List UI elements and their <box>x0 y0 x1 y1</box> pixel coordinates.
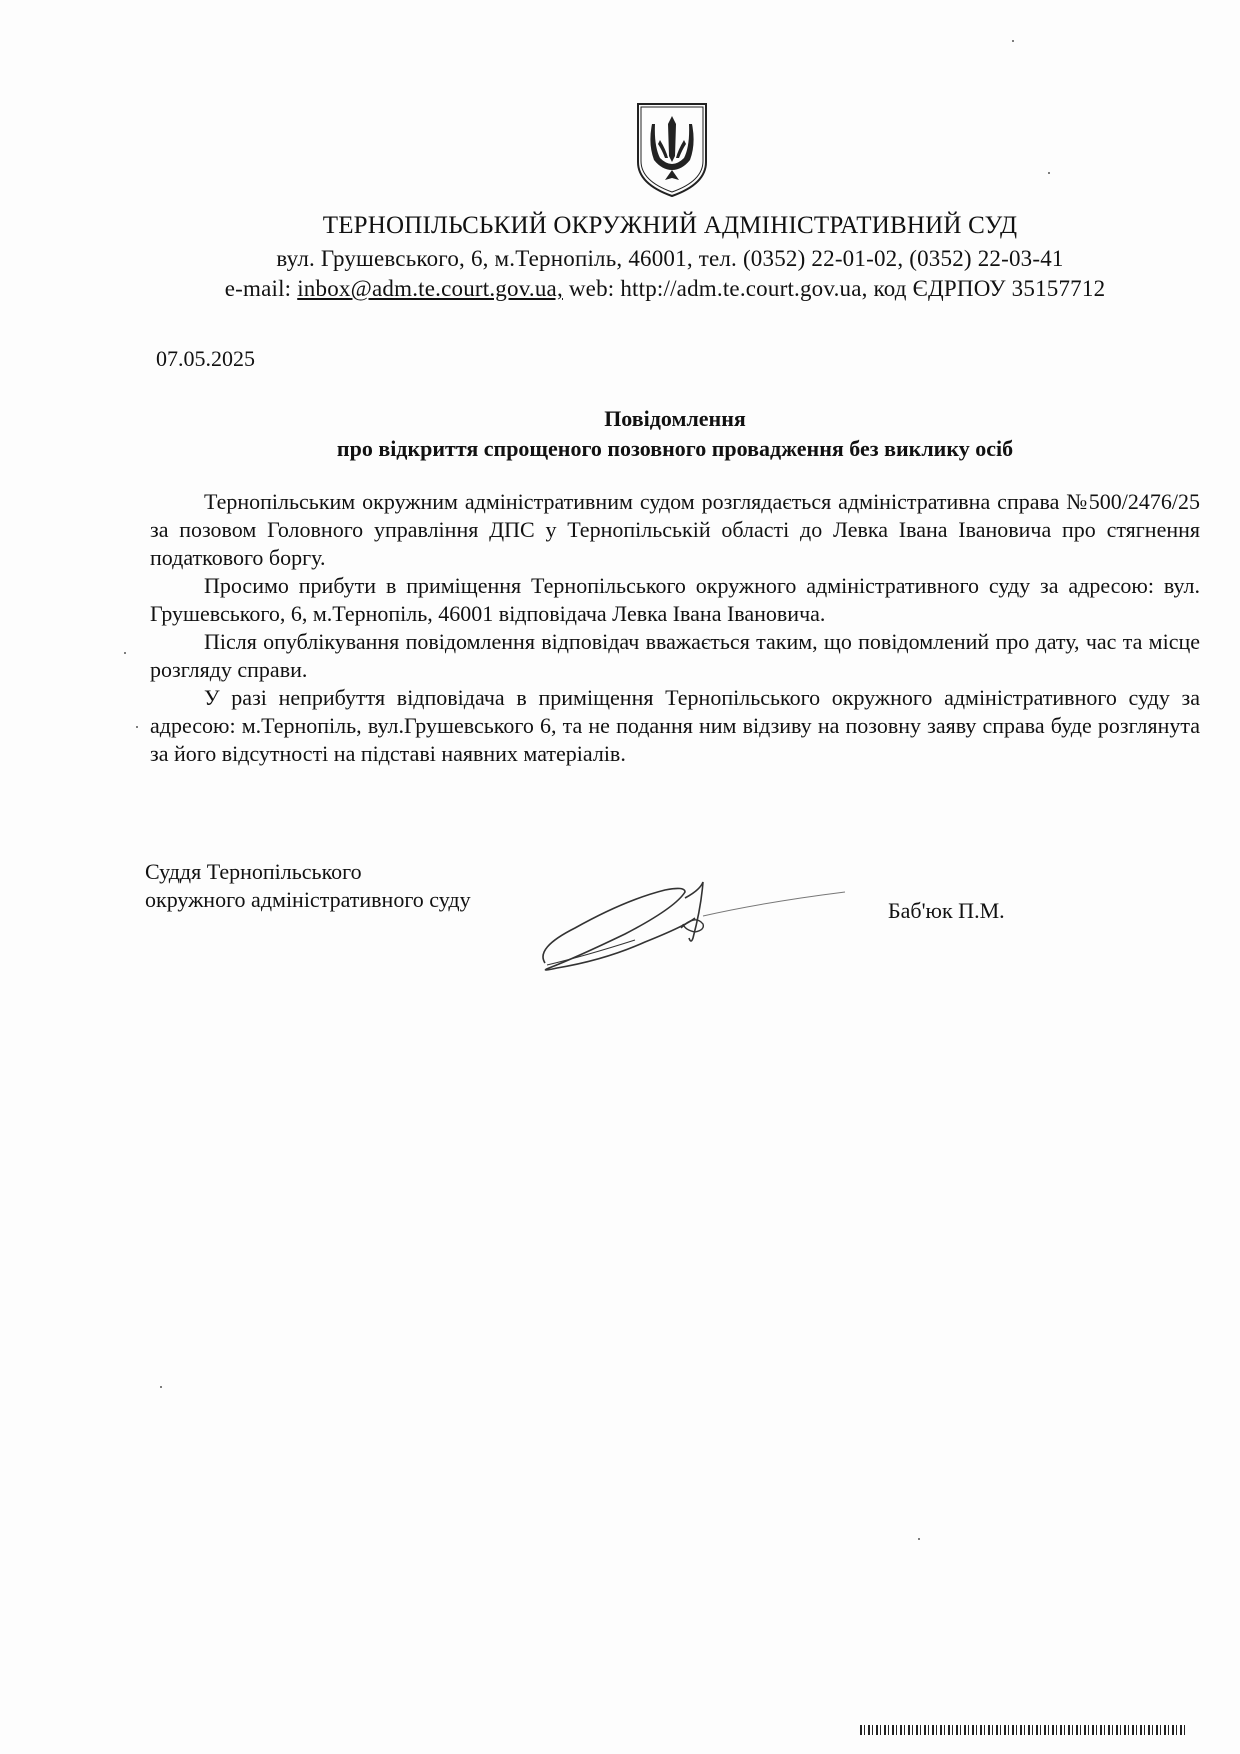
handwritten-signature <box>535 868 855 978</box>
web-and-code: web: http://adm.te.court.gov.ua, код ЄДРПОУ 35157712 <box>562 276 1106 301</box>
signer-position-line1: Суддя Тернопільського <box>145 859 362 884</box>
notice-subtitle: про відкриття спрощеного позовного провадження без виклику осіб <box>336 436 1014 461</box>
notice-title: Повідомлення <box>604 406 746 431</box>
body-paragraph: Тернопільським окружним адміністративним судом розглядається адміністративна справа №500/2476/25 за позовом Головного управління ДПС у Тернопільській області до Левка Івана Івановича про стягнення податкового боргу. <box>150 489 1200 570</box>
body-paragraph: У разі неприбуття відповідача в приміщення Тернопільського окружного адміністративного суду за адресою: м.Тернопіль, вул.Грушевського 6, та не подання ним відзиву на позовну заяву справа буде розглянута за його відсутності на підставі наявних матеріалів. <box>150 685 1200 766</box>
court-contacts <box>140 276 1190 302</box>
scan-speck <box>160 1386 162 1388</box>
scan-speck <box>124 652 126 654</box>
email-link[interactable]: inbox@adm.te.court.gov.ua, <box>297 276 563 301</box>
scan-speck <box>1012 40 1014 42</box>
body-paragraph: Після опублікування повідомлення відповідач вважається таким, що повідомлений про дату, час та місце розгляду справи. <box>150 629 1200 682</box>
signer-name: Баб'юк П.М. <box>888 898 1005 923</box>
court-name: ТЕРНОПІЛЬСЬКИЙ ОКРУЖНИЙ АДМІНІСТРАТИВНИЙ СУД <box>322 212 1018 239</box>
signer-position <box>145 858 471 914</box>
body-paragraph: Просимо прибути в приміщення Тернопільського окружного адміністративного суду за адресою: вул. Грушевського, 6, м.Тернопіль, 46001 відповідача Левка Івана Івановича. <box>150 573 1200 626</box>
notice-body <box>150 488 1200 768</box>
signer-position-line2: окружного адміністративного суду <box>145 887 471 912</box>
document-date: 07.05.2025 <box>156 346 255 371</box>
trident-coat-of-arms-icon <box>632 100 712 200</box>
email-prefix: e-mail: <box>224 276 298 301</box>
scan-speck <box>136 726 138 728</box>
document-barcode <box>860 1725 1185 1735</box>
court-address: вул. Грушевського, 6, м.Тернопіль, 46001, тел. (0352) 22-01-02, (0352) 22-03-41 <box>276 246 1064 271</box>
scan-speck <box>1048 172 1050 174</box>
scan-speck <box>918 1538 920 1540</box>
